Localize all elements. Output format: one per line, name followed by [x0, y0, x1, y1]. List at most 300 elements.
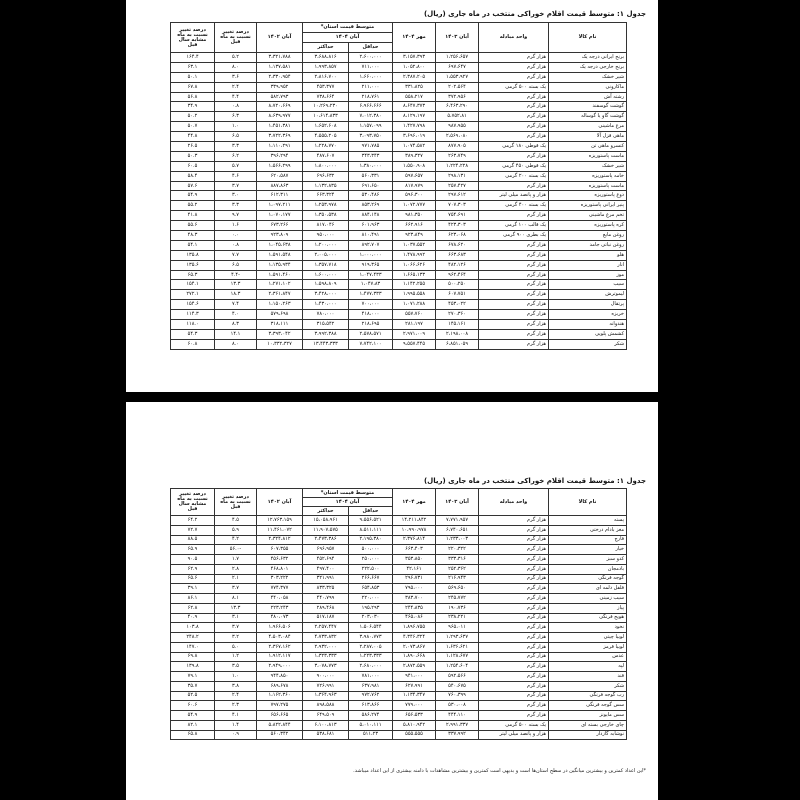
exchange-unit-cell: یک قالب ۱۰۰ گرمی	[479, 221, 549, 231]
pct-change-year-cell: ۴۱.۸	[171, 211, 215, 221]
price-max-cell: ۳،۰۷۸،۷۷۳	[303, 662, 349, 672]
exchange-unit-cell: هزار گرم	[479, 555, 549, 565]
header-min: حداقل	[349, 43, 393, 53]
pct-change-prev-cell: ۴.۴	[215, 92, 257, 102]
price-mehr-1404-cell: ۱،۰۷۴،۵۸۲	[393, 142, 436, 152]
table-row	[171, 691, 627, 701]
price-min-cell: ۲،۶۸۰،۰۰۰	[349, 662, 393, 672]
price-aban-1402-cell: ۷۹۷،۲۷۵	[257, 701, 303, 711]
pct-change-prev-cell: ۴.۰	[215, 310, 257, 320]
price-mehr-1404-cell: ۱،۱۴۲،۲۵۵	[393, 280, 436, 290]
price-aban-1402-cell: ۶۵۶،۶۶۵	[257, 711, 303, 721]
exchange-unit-cell: یک قوطی ۴۵۰ گرمی	[479, 161, 549, 171]
pct-change-prev-cell: ۱.۷	[215, 555, 257, 565]
header-aban-1403: آبان ۱۴۰۳	[436, 489, 479, 516]
table-row	[171, 290, 627, 300]
price-max-cell: ۲،۲۵۷،۴۴۷	[303, 623, 349, 633]
price-max-cell: ۱۰،۶۱۴،۸۳۳	[303, 112, 349, 122]
pct-change-year-cell: ۱۵۴.۱	[171, 280, 215, 290]
exchange-unit-cell: هزار گرم	[479, 53, 549, 63]
pct-change-prev-cell: ۶.۲	[215, 151, 257, 161]
exchange-unit-cell: یک بسته ۴۰۰ گرمی	[479, 201, 549, 211]
table-row	[171, 142, 627, 152]
price-mehr-1404-cell: ۷۷۹،۰۰۰	[393, 701, 436, 711]
price-min-cell: ۲۱۱،۰۰۰	[349, 82, 393, 92]
price-aban-1403-cell: ۵۴۰،۶۷۵	[436, 681, 479, 691]
table-row	[171, 652, 627, 662]
price-mehr-1404-cell: ۱،۵۵۰،۹۰۸	[393, 161, 436, 171]
price-aban-1403-cell: ۹۶۵،۰۱۱	[436, 623, 479, 633]
price-mehr-1404-cell: ۹۲۳،۸۴۹	[393, 231, 436, 241]
price-mehr-1404-cell: ۳۸۳،۷۰۰	[393, 594, 436, 604]
exchange-unit-cell: هزار گرم	[479, 72, 549, 82]
price-aban-1402-cell: ۶۸۹،۶۷۸	[257, 681, 303, 691]
pct-change-year-cell: ۶۲.۸	[171, 603, 215, 613]
pct-change-year-cell: ۶۷.۸	[171, 82, 215, 92]
table-row	[171, 623, 627, 633]
item-name-cell: لپه	[549, 662, 627, 672]
pct-change-year-cell: ۶۰.۵	[171, 161, 215, 171]
pct-change-prev-cell: ۲.۳	[215, 701, 257, 711]
price-aban-1402-cell: ۲،۳۳۰،۹۵۴	[257, 72, 303, 82]
price-mehr-1404-cell: ۶۲۷،۹۹۱	[393, 681, 436, 691]
price-max-cell: ۲،۸۱۶،۷۰۰	[303, 72, 349, 82]
price-min-cell: ۱،۵۰۶،۵۴۴	[349, 623, 393, 633]
price-aban-1403-cell: ۲۲۰،۳۲۲	[436, 545, 479, 555]
price-mehr-1404-cell: ۵۹۷،۶۵۷	[393, 171, 436, 181]
table-row	[171, 681, 627, 691]
pct-change-year-cell: ۴۰.۹	[171, 613, 215, 623]
item-name-cell: انار	[549, 260, 627, 270]
pct-change-prev-cell: ۶.۳	[215, 112, 257, 122]
pct-change-year-cell: ۵۴.۱	[171, 240, 215, 250]
price-aban-1403-cell: ۵،۷۵۲،۸۱	[436, 112, 479, 122]
price-aban-1403-cell: ۴۸۲،۱۲۶	[436, 260, 479, 270]
price-max-cell: ۲۸۹،۴۶۸	[303, 603, 349, 613]
price-mehr-1404-cell: ۵۵۷،۷۶۰	[393, 310, 436, 320]
price-aban-1403-cell: ۶،۸۵۱،۰۵۹	[436, 339, 479, 349]
pct-change-year-cell: ۱۰۳.۸	[171, 623, 215, 633]
table-row	[171, 240, 627, 250]
header-pct-prev: درصد تغییر نسبت به ماه قبل	[215, 23, 257, 53]
price-aban-1403-cell: ۱۴۵،۱۶۱	[436, 320, 479, 330]
pct-change-year-cell: ۴۴.۸	[171, 132, 215, 142]
price-min-cell: ۱،۱۵۷،۰۹۹	[349, 122, 393, 132]
price-min-cell: ۲۲۰،۰۰۰	[349, 594, 393, 604]
pct-change-prev-cell: ۴.۵	[215, 516, 257, 526]
price-aban-1403-cell: ۱،۲۹۳،۶۳۷	[436, 633, 479, 643]
price-mehr-1404-cell: ۶۵۶،۵۳۳	[393, 711, 436, 721]
pct-change-prev-cell: ۱.۴	[215, 720, 257, 730]
price-min-cell: ۲۲۲،۵۰۰	[349, 564, 393, 574]
table-row	[171, 300, 627, 310]
table-row	[171, 250, 627, 260]
header-unit: واحد مبادله	[479, 23, 549, 53]
price-aban-1402-cell: ۵۸۲،۷۹۳	[257, 92, 303, 102]
price-max-cell: ۹۵۰،۰۰۰	[303, 231, 349, 241]
pct-change-year-cell: ۱۳۵.۶	[171, 260, 215, 270]
price-min-cell: ۱۹۵،۲۹۳	[349, 603, 393, 613]
table-row	[171, 584, 627, 594]
price-min-cell: ۱،۰۴۷،۸۳	[349, 280, 393, 290]
pct-change-prev-cell: ۳.۲	[215, 633, 257, 643]
item-name-cell: چای خارجی بسته ای	[549, 720, 627, 730]
price-min-cell: ۳،۰۹۳،۷۵۰	[349, 132, 393, 142]
price-max-cell: ۵۱۷،۱۸۷	[303, 613, 349, 623]
table-row	[171, 62, 627, 72]
price-min-cell: ۱،۴۷۷،۳۳۳	[349, 290, 393, 300]
price-min-cell: ۶۵۴،۸۵۳	[349, 584, 393, 594]
price-aban-1403-cell: ۱،۲۵۴،۶۰۴	[436, 662, 479, 672]
price-aban-1402-cell: ۹۴۴،۸۵۰	[257, 672, 303, 682]
exchange-unit-cell: یک بطری ۹۰۰ گرمی	[479, 231, 549, 241]
item-name-cell: هویج فرنگی	[549, 613, 627, 623]
pct-change-prev-cell: ۱۴.۱	[215, 329, 257, 339]
exchange-unit-cell: هزار گرم	[479, 320, 549, 330]
price-aban-1402-cell: ۱،۲۷۱،۱۰۲	[257, 280, 303, 290]
price-max-cell: ۹۰۰،۰۰۰	[303, 672, 349, 682]
table-row	[171, 191, 627, 201]
exchange-unit-cell: هزار گرم	[479, 652, 549, 662]
pct-change-prev-cell: ۸.۰	[215, 62, 257, 72]
pct-change-prev-cell: ۳.۰	[215, 191, 257, 201]
price-min-cell: ۵۳۰،۴۸۶	[349, 191, 393, 201]
pct-change-year-cell: ۸۶.۱	[171, 594, 215, 604]
price-mehr-1404-cell: ۵،۸۱۰،۹۴۲	[393, 720, 436, 730]
table-row	[171, 613, 627, 623]
pct-change-year-cell: ۱۱۸.۰	[171, 320, 215, 330]
price-aban-1402-cell: ۶۲۰،۵۸۷	[257, 171, 303, 181]
exchange-unit-cell: هزار گرم	[479, 122, 549, 132]
item-name-cell: لوبیا چیتی	[549, 633, 627, 643]
pct-change-prev-cell: ۲.۱	[215, 574, 257, 584]
item-name-cell: برنج خارجی درجه یک	[549, 62, 627, 72]
item-name-cell: شیر خشک	[549, 72, 627, 82]
price-max-cell: ۴۵۳،۳۷۷	[303, 82, 349, 92]
price-mehr-1404-cell: ۱،۰۵۲،۸۰۰	[393, 62, 436, 72]
price-min-cell: ۲۶۶،۶۶۷	[349, 574, 393, 584]
pct-change-year-cell: ۶۵.۸	[171, 730, 215, 740]
price-aban-1403-cell: ۲،۱۹۸،۰۰۸	[436, 329, 479, 339]
pct-change-prev-cell: ۱۸.۳	[215, 290, 257, 300]
exchange-unit-cell: هزار گرم	[479, 62, 549, 72]
price-max-cell: ۱،۵۹۸،۸۰۹	[303, 280, 349, 290]
pct-change-prev-cell: ۱.۶	[215, 221, 257, 231]
pct-change-year-cell: ۱۳۹.۸	[171, 662, 215, 672]
report-page-1	[126, 0, 658, 392]
price-aban-1403-cell: ۱،۲۳۳،۰۰۳	[436, 535, 479, 545]
price-min-cell: ۶،۹۶۶،۶۶۶	[349, 102, 393, 112]
exchange-unit-cell: یک بسته ۲۰۰ گرمی	[479, 171, 549, 181]
pct-change-year-cell: ۱۵۴.۶	[171, 300, 215, 310]
price-max-cell: ۶۹۶،۶۳۲	[303, 171, 349, 181]
pct-change-year-cell: ۲۴۸.۲	[171, 633, 215, 643]
price-aban-1402-cell: ۸،۷۲۰،۶۶۹	[257, 102, 303, 112]
table-row	[171, 53, 627, 63]
pct-change-year-cell: ۱۱۴.۳	[171, 310, 215, 320]
table-row	[171, 171, 627, 181]
exchange-unit-cell: یک بسته ۵۰۰ گرمی	[479, 82, 549, 92]
header-avg-price: متوسط قیمت استان*	[303, 489, 393, 498]
exchange-unit-cell: هزار گرم	[479, 240, 549, 250]
price-aban-1402-cell: ۳۰۳،۲۲۲	[257, 574, 303, 584]
header-name: نام کالا	[549, 489, 627, 516]
price-max-cell: ۴۹۷،۴۰۰	[303, 564, 349, 574]
exchange-unit-cell: هزار گرم	[479, 662, 549, 672]
table-row	[171, 260, 627, 270]
price-mehr-1404-cell: ۴۶۵،۰۸۶	[393, 613, 436, 623]
table-body	[171, 516, 627, 740]
price-max-cell: ۱۱،۹۰۷،۵۷۵	[303, 525, 349, 535]
pct-change-prev-cell: ۰.۸	[215, 240, 257, 250]
price-min-cell: ۱،۳۸۰،۰۰۰	[349, 161, 393, 171]
price-aban-1403-cell: ۷۰۷،۳۰۳	[436, 201, 479, 211]
pct-change-year-cell: ۱۳۵.۸	[171, 250, 215, 260]
price-aban-1402-cell: ۳،۳۲۱،۷۸۸	[257, 53, 303, 63]
exchange-unit-cell: هزار گرم	[479, 270, 549, 280]
price-mehr-1404-cell: ۲۹۶،۷۳۱	[393, 574, 436, 584]
header-aban-1402: آبان ۱۴۰۲	[257, 489, 303, 516]
price-aban-1402-cell: ۴۶۸،۸۰۱	[257, 564, 303, 574]
price-min-cell: ۲،۵۷۸،۵۷۱	[349, 329, 393, 339]
pct-change-year-cell: ۱۶۴.۴	[171, 53, 215, 63]
pct-change-year-cell: ۸۲.۱	[171, 720, 215, 730]
exchange-unit-cell: هزار گرم	[479, 290, 549, 300]
exchange-unit-cell: یک قوطی ۱۸۰ گرمی	[479, 142, 549, 152]
price-table	[170, 22, 627, 350]
header-pct-year: درصد تغییر نسبت به ماه مشابه سال قبل	[171, 23, 215, 53]
price-min-cell: ۲،۶۰۰،۰۰۰	[349, 53, 393, 63]
price-aban-1403-cell: ۷،۷۷۱،۹۵۷	[436, 516, 479, 526]
price-mehr-1404-cell: ۳۳۱،۸۲۵	[393, 82, 436, 92]
pct-change-year-cell: ۲۷۲.۱	[171, 290, 215, 300]
price-max-cell: ۱،۳۶۴،۹۶۳	[303, 691, 349, 701]
pct-change-prev-cell: ۰.۸	[215, 102, 257, 112]
exchange-unit-cell: هزار گرم	[479, 132, 549, 142]
price-min-cell: ۱،۰۴۷،۴۳۳	[349, 270, 393, 280]
exchange-unit-cell: هزار گرم	[479, 672, 549, 682]
price-mehr-1404-cell: ۱،۰۷۲،۷۷۷	[393, 201, 436, 211]
item-name-cell: هندوانه	[549, 320, 627, 330]
price-mehr-1404-cell: ۶۶۲،۹۱۶	[393, 221, 436, 231]
item-name-cell: رشته آش	[549, 92, 627, 102]
pct-change-prev-cell: ۳.۸	[215, 681, 257, 691]
item-name-cell: دوغ پاستوریزه	[549, 191, 627, 201]
exchange-unit-cell: هزار گرم	[479, 633, 549, 643]
pct-change-prev-cell: ۱۳.۳	[215, 603, 257, 613]
price-aban-1403-cell: ۱،۲۵۶،۶۵۷	[436, 53, 479, 63]
price-aban-1403-cell: ۲۵۲،۳۶۲	[436, 564, 479, 574]
price-aban-1402-cell: ۳،۳۹۳،۰۴۲	[257, 329, 303, 339]
pct-change-year-cell: ۲۶.۵	[171, 142, 215, 152]
price-aban-1402-cell: ۵۷۹،۶۹۸	[257, 310, 303, 320]
price-mehr-1404-cell: ۳۸۹،۳۲۷	[393, 151, 436, 161]
item-name-cell: سس مایونز	[549, 711, 627, 721]
price-max-cell: ۶۹۶،۹۵۷	[303, 545, 349, 555]
exchange-unit-cell: هزار گرم	[479, 250, 549, 260]
price-aban-1403-cell: ۲۰۲،۵۶۴	[436, 82, 479, 92]
table-row	[171, 555, 627, 565]
price-aban-1402-cell: ۲،۹۴۹،۰۰۰	[257, 662, 303, 672]
price-max-cell: ۱،۹۹۳،۸۵۷	[303, 62, 349, 72]
price-mehr-1404-cell: ۲،۸۷۲،۵۵۹	[393, 662, 436, 672]
pct-change-year-cell: ۶۰.۶	[171, 701, 215, 711]
item-name-cell: نخود	[549, 623, 627, 633]
header-mehr-1404: مهر ۱۴۰۴	[393, 489, 436, 516]
price-mehr-1404-cell: ۲،۰۷۳،۸۶۷	[393, 642, 436, 652]
price-min-cell: ۸۹۲،۷۰۷	[349, 240, 393, 250]
pct-change-prev-cell: ۴.۶	[215, 171, 257, 181]
pct-change-year-cell: ۶۰.۸	[171, 339, 215, 349]
price-mehr-1404-cell: ۱،۸۹۶،۷۵۵	[393, 623, 436, 633]
header-max: حداکثر	[303, 507, 349, 516]
table-row	[171, 701, 627, 711]
price-table	[170, 488, 627, 740]
item-name-cell: روغن مایع	[549, 231, 627, 241]
price-mehr-1404-cell: ۱۴،۲۱۱،۸۴۲	[393, 516, 436, 526]
price-aban-1402-cell: ۲۲۳،۲۴۳	[257, 603, 303, 613]
price-aban-1402-cell: ۱،۴۵۱،۳۸۱	[257, 122, 303, 132]
price-aban-1402-cell: ۵۶۰،۳۴۲	[257, 730, 303, 740]
price-mehr-1404-cell: ۹۸۱،۳۵۰	[393, 211, 436, 221]
price-min-cell: ۹۷۲،۷۶۲	[349, 691, 393, 701]
pct-change-year-cell: ۵۴.۳	[171, 329, 215, 339]
price-aban-1402-cell: ۲،۳۲۴،۸۱۲	[257, 535, 303, 545]
exchange-unit-cell: هزار گرم	[479, 613, 549, 623]
item-name-cell: کشمش پلویی	[549, 329, 627, 339]
table-row	[171, 72, 627, 82]
price-max-cell: ۴۵۲،۶۹۴	[303, 555, 349, 565]
exchange-unit-cell: هزار گرم	[479, 211, 549, 221]
pct-change-prev-cell: ۶.۵	[215, 132, 257, 142]
price-max-cell: ۸۹۸،۵۸۸	[303, 701, 349, 711]
item-name-cell: رب گوجه فرنگی	[549, 691, 627, 701]
pct-change-prev-cell: ۳.۷	[215, 181, 257, 191]
pct-change-year-cell: ۵۰.۲	[171, 112, 215, 122]
price-max-cell: ۱۰،۲۶۹،۲۳۰	[303, 102, 349, 112]
table-row	[171, 201, 627, 211]
price-max-cell: ۲،۴۷۳،۳۸۶	[303, 535, 349, 545]
exchange-unit-cell: هزار گرم	[479, 310, 549, 320]
price-max-cell: ۱،۳۵۰،۵۳۸	[303, 211, 349, 221]
price-max-cell: ۱،۲۵۳،۹۷۸	[303, 201, 349, 211]
table-row	[171, 151, 627, 161]
exchange-unit-cell: هزار گرم	[479, 691, 549, 701]
price-max-cell: ۵۳۸،۶۸۱	[303, 730, 349, 740]
table-row	[171, 231, 627, 241]
price-mehr-1404-cell: ۱،۸۹۰،۶۶۸	[393, 652, 436, 662]
pct-change-year-cell: ۷۹.۱	[171, 672, 215, 682]
price-aban-1403-cell: ۹۶۲،۴۶۴	[436, 270, 479, 280]
item-name-cell: پسته	[549, 516, 627, 526]
header-aban-1404: آبان ۱۴۰۴	[303, 498, 393, 507]
pct-change-prev-cell: ۴.۱	[215, 711, 257, 721]
item-name-cell: ماست پاستوریزه	[549, 181, 627, 191]
price-max-cell: ۶،۱۰۰،۸۱۳	[303, 720, 349, 730]
pct-change-year-cell: ۴۸.۳	[171, 231, 215, 241]
price-max-cell: ۳۱۵،۵۴۲	[303, 320, 349, 330]
item-name-cell: عدس	[549, 652, 627, 662]
pct-change-prev-cell: ۳.۳	[215, 201, 257, 211]
price-aban-1402-cell: ۶۷۳،۲۶۶	[257, 221, 303, 231]
header-min: حداقل	[349, 507, 393, 516]
pct-change-prev-cell: ۰.۹	[215, 730, 257, 740]
price-aban-1402-cell: ۱،۹۶۶،۵۰۶	[257, 623, 303, 633]
price-aban-1403-cell: ۱،۶۳۶،۶۲۱	[436, 642, 479, 652]
price-min-cell: ۸،۵۱۱،۱۱۱	[349, 525, 393, 535]
price-aban-1402-cell: ۱،۹۱۲،۱۱۷	[257, 652, 303, 662]
price-min-cell: ۲،۲۸۷،۰۰۵	[349, 642, 393, 652]
price-min-cell: ۵۸۶،۲۷۴	[349, 711, 393, 721]
pct-change-year-cell: ۵۴.۹	[171, 711, 215, 721]
pct-change-prev-cell: ۷.۴	[215, 300, 257, 310]
exchange-unit-cell: هزار گرم	[479, 623, 549, 633]
price-max-cell: ۷۳۸،۶۶۴	[303, 92, 349, 102]
price-mehr-1404-cell: ۸۱۷،۹۷۹	[393, 181, 436, 191]
table-row	[171, 102, 627, 112]
exchange-unit-cell: هزار گرم	[479, 181, 549, 191]
item-name-cell: ماست پاستوریزه	[549, 151, 627, 161]
pct-change-prev-cell: ۳.۱	[215, 613, 257, 623]
price-min-cell: ۱،۲۲۳،۳۳۳	[349, 652, 393, 662]
price-max-cell: ۱،۱۳۲،۸۳۵	[303, 181, 349, 191]
price-aban-1402-cell: ۱،۱۶۲،۳۶۰	[257, 691, 303, 701]
price-aban-1403-cell: ۶۹۷،۶۴۷	[436, 62, 479, 72]
price-mehr-1404-cell: ۹،۵۵۷،۴۴۵	[393, 339, 436, 349]
pct-change-year-cell: ۵۰.۱	[171, 72, 215, 82]
pct-change-year-cell: ۳۹.۱	[171, 584, 215, 594]
price-aban-1402-cell: ۴،۵۰۳،۰۸۴	[257, 633, 303, 643]
table-row	[171, 122, 627, 132]
exchange-unit-cell: هزار گرم	[479, 564, 549, 574]
price-mehr-1404-cell: ۸،۶۴۷،۳۷۳	[393, 102, 436, 112]
pct-change-prev-cell: ۷.۷	[215, 250, 257, 260]
exchange-unit-cell: هزار گرم	[479, 260, 549, 270]
table-row	[171, 112, 627, 122]
price-aban-1402-cell: ۱۲،۷۶۳،۱۵۹	[257, 516, 303, 526]
table-row	[171, 574, 627, 584]
table-row	[171, 564, 627, 574]
price-aban-1402-cell: ۱،۱۳۷،۵۸۱	[257, 62, 303, 72]
price-mehr-1404-cell: ۸،۱۲۹،۱۹۷	[393, 112, 436, 122]
pct-change-prev-cell: ۳.۷	[215, 584, 257, 594]
exchange-unit-cell: هزار گرم	[479, 525, 549, 535]
exchange-unit-cell: هزار گرم	[479, 574, 549, 584]
pct-change-prev-cell: ۴.۲	[215, 535, 257, 545]
price-mehr-1404-cell: ۲۸۱،۱۹۷	[393, 320, 436, 330]
price-max-cell: ۴،۷۳۳،۸۳۲	[303, 633, 349, 643]
price-aban-1402-cell: ۱،۵۹۱،۵۴۸	[257, 250, 303, 260]
table-row	[171, 181, 627, 191]
price-min-cell: ۱،۰۰۰،۰۰۰	[349, 250, 393, 260]
price-aban-1402-cell: ۲،۳۶۷،۱۶۲	[257, 642, 303, 652]
exchange-unit-cell: هزار گرم	[479, 711, 549, 721]
table-row	[171, 672, 627, 682]
pct-change-year-cell: ۵۸.۴	[171, 171, 215, 181]
table-row	[171, 633, 627, 643]
price-mehr-1404-cell: ۳،۱۵۷،۳۹۳	[393, 53, 436, 63]
pct-change-prev-cell: ۳.۵	[215, 662, 257, 672]
item-name-cell: پنیر ایرانی پاستوریزه	[549, 201, 627, 211]
header-avg-price: متوسط قیمت استان*	[303, 23, 393, 33]
item-name-cell: ماهی قزل آلا	[549, 132, 627, 142]
price-aban-1402-cell: ۴۸۰،۰۷۳	[257, 613, 303, 623]
pct-change-prev-cell: ۹.۷	[215, 211, 257, 221]
price-mehr-1404-cell: ۲،۳۷۶،۸۱۴	[393, 535, 436, 545]
header-aban-1402: آبان ۱۴۰۲	[257, 23, 303, 53]
price-min-cell: ۸۱۰،۴۹۱	[349, 231, 393, 241]
price-min-cell: ۵۶۰،۳۳۱	[349, 171, 393, 181]
